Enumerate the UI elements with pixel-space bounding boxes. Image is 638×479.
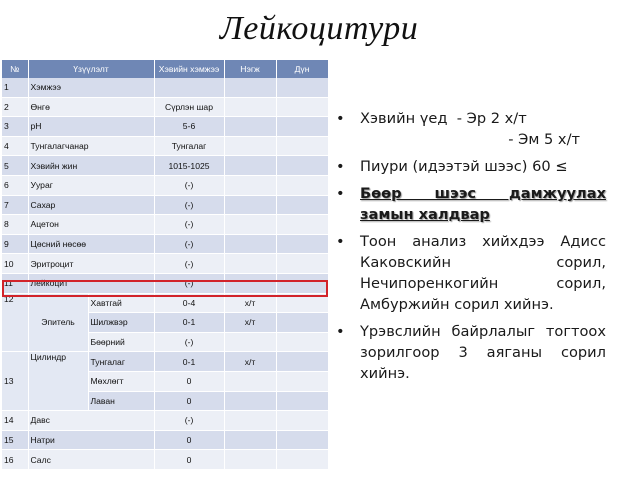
row-unit [224,430,276,450]
slide-title: Лейкоцитури [219,10,419,47]
row-normal [154,78,224,97]
row-normal: 0 [154,430,224,450]
bullet-text: Пиури (идээтэй шээс) 60 ≤ [360,158,568,175]
header-no: № [2,60,28,78]
table-row [2,136,328,156]
row-name: Өнгө [28,97,154,117]
sub-row-name: Шилжвэр [88,313,154,333]
table-row [2,430,328,450]
header-unit: Нэгж [224,60,276,78]
row-name: Уураг [28,175,154,195]
row-number: 10 [2,254,28,274]
table-row [2,175,328,195]
row-result [276,371,328,391]
bullet-text: Үрэвслийн байрлалыг тогтоох зорилгоор 3 аяганы сорил хийнэ. [360,323,606,382]
row-normal: 0-4 [154,293,224,313]
row-number: 6 [2,175,28,195]
row-normal: 0-1 [154,352,224,372]
row-unit [224,254,276,274]
row-normal: (-) [154,234,224,254]
table-row [2,97,328,117]
row-normal: (-) [154,332,224,352]
row-number: 1 [2,78,28,97]
row-result [276,254,328,274]
row-number: 4 [2,136,28,156]
table-header-row [2,60,328,78]
table-row-leukocyte [2,273,328,293]
table-row [2,254,328,274]
bullet-marker: • [336,185,345,202]
bullet-text: Тоон анализ хийхдээ Адисс Каковскийн сорил, Нечипоренкогийн сорил, Амбуржийн сорил хийнэ. [360,233,606,313]
table-row [2,352,328,372]
row-normal: 5-6 [154,117,224,137]
bullet-marker: • [336,233,345,250]
sub-row-name: Бөөрний [88,332,154,352]
row-result [276,117,328,137]
bullet-text: Бөөр шээс дамжуулах замын халдвар [360,185,606,223]
row-unit [224,215,276,235]
row-number: 12 [2,293,28,352]
bullet-marker: • [336,158,345,175]
row-number: 2 [2,97,28,117]
table-row [2,195,328,215]
header-result: Дүн [276,60,328,78]
bullet-text-continued: - Эм 5 х/т [508,131,580,148]
row-unit [224,234,276,254]
bullet-quantitative-analysis [334,231,606,315]
bullet-text: Хэвийн үед - Эр 2 х/т [360,110,527,127]
row-unit [224,273,276,293]
row-number: 5 [2,156,28,176]
row-unit [224,97,276,117]
row-result [276,78,328,97]
row-normal: (-) [154,411,224,431]
row-number: 9 [2,234,28,254]
row-result [276,332,328,352]
header-indicator: Үзүүлэлт [28,60,154,78]
row-result [276,136,328,156]
row-result [276,234,328,254]
row-unit [224,371,276,391]
row-unit [224,78,276,97]
row-normal: (-) [154,273,224,293]
group-name-cylinder: Цилиндр [28,352,88,411]
row-result [276,450,328,470]
row-unit [224,391,276,411]
bullet-pyuria [334,156,606,177]
row-normal: (-) [154,195,224,215]
row-name: Давс [28,411,154,431]
row-result [276,273,328,293]
row-normal: 1015-1025 [154,156,224,176]
row-name: Эритроцит [28,254,154,274]
bullet-marker: • [336,110,345,127]
row-name: Салс [28,450,154,470]
bullet-marker: • [336,323,345,340]
table-row [2,117,328,137]
row-normal: 0-1 [154,313,224,333]
row-result [276,352,328,372]
row-normal: (-) [154,215,224,235]
table-row [2,156,328,176]
bullet-normal-range [334,108,606,150]
row-unit: х/т [224,313,276,333]
table-row [2,234,328,254]
row-name: Натри [28,430,154,450]
header-normal: Хэвийн хэмжээ [154,60,224,78]
sub-row-name: Лаван [88,391,154,411]
row-result [276,156,328,176]
row-number: 11 [2,273,28,293]
bullet-list [334,108,606,390]
row-name: pH [28,117,154,137]
row-name: Хэвийн жин [28,156,154,176]
table-row [2,293,328,313]
row-unit [224,136,276,156]
row-unit [224,450,276,470]
row-unit [224,175,276,195]
urinalysis-table [2,60,328,470]
row-result [276,313,328,333]
row-name: Ацетон [28,215,154,235]
row-name: Хэмжээ [28,78,154,97]
table-row [2,215,328,235]
row-result [276,430,328,450]
row-normal: Сүрлэн шар [154,97,224,117]
row-unit [224,195,276,215]
sub-row-name: Тунгалаг [88,352,154,372]
sub-row-name: Хавтгай [88,293,154,313]
row-unit: х/т [224,352,276,372]
table-row [2,411,328,431]
row-number: 14 [2,411,28,431]
table-row [2,78,328,97]
bullet-three-glass-test [334,321,606,384]
row-number: 16 [2,450,28,470]
row-unit [224,117,276,137]
row-result [276,391,328,411]
row-result [276,293,328,313]
row-unit [224,156,276,176]
row-normal: 0 [154,391,224,411]
row-unit [224,332,276,352]
row-normal: 0 [154,371,224,391]
row-name: Тунгалагчанар [28,136,154,156]
row-number: 13 [2,352,28,411]
table-row [2,450,328,470]
row-result [276,97,328,117]
row-result [276,411,328,431]
row-unit [224,411,276,431]
bullet-infection [334,183,606,225]
row-normal: (-) [154,175,224,195]
row-normal: 0 [154,450,224,470]
row-number: 15 [2,430,28,450]
row-number: 7 [2,195,28,215]
row-name: Сахар [28,195,154,215]
row-number: 3 [2,117,28,137]
group-name-epithel: Эпитель [28,293,88,352]
row-name: Лейкоцит [28,273,154,293]
sub-row-name: Мөхлөгт [88,371,154,391]
row-unit: х/т [224,293,276,313]
row-result [276,195,328,215]
row-normal: (-) [154,254,224,274]
row-result [276,215,328,235]
row-name: Цөсний нөсөө [28,234,154,254]
row-normal: Тунгалаг [154,136,224,156]
row-number: 8 [2,215,28,235]
row-result [276,175,328,195]
